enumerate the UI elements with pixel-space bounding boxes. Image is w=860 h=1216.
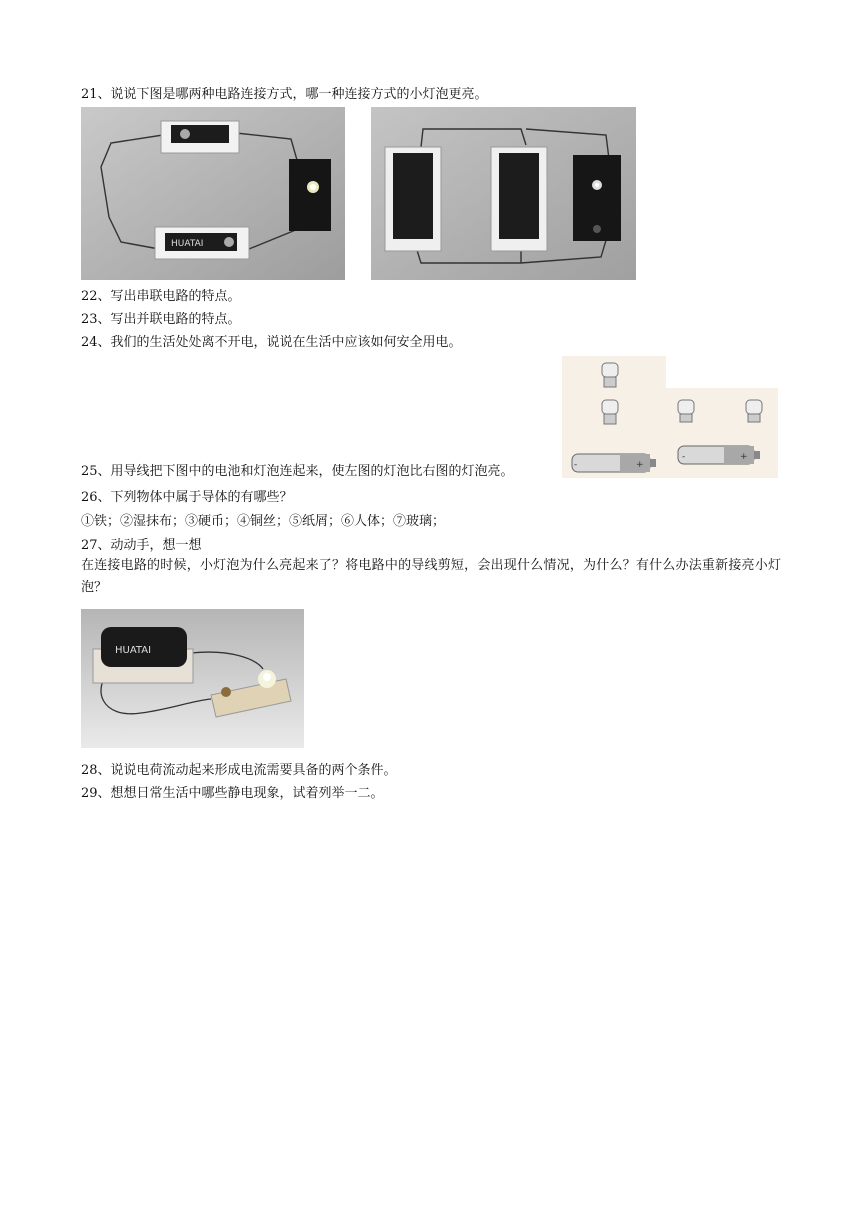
question-21: 21、说说下图是哪两种电路连接方式，哪一种连接方式的小灯泡更亮。 [81, 87, 488, 102]
single-bulb-circuit-photo [81, 609, 304, 748]
svg-text:+: + [636, 460, 644, 470]
question-22: 22、写出串联电路的特点。 [81, 289, 241, 304]
question-25: 25、用导线把下图中的电池和灯泡连起来，使左图的灯泡比右图的灯泡亮。 [81, 464, 514, 479]
svg-text:+: + [740, 452, 748, 462]
question-24: 24、我们的生活处处离不开电，说说在生活中应该如何安全用电。 [81, 335, 462, 350]
question-23: 23、写出并联电路的特点。 [81, 312, 241, 327]
bulb-icon [602, 363, 618, 387]
bulb-battery-illustration [562, 356, 778, 478]
svg-text:-: - [574, 460, 578, 470]
battery-icon [572, 454, 656, 472]
bulb-icon [746, 400, 762, 422]
question-26-options: ①铁；②湿抹布；③硬币；④铜丝；⑤纸屑；⑥人体；⑦玻璃； [81, 514, 446, 529]
question-29: 29、想想日常生活中哪些静电现象，试着列举一二。 [81, 786, 384, 801]
bulb-icon [602, 400, 618, 424]
bulb-icon [678, 400, 694, 422]
question-28: 28、说说电荷流动起来形成电流需要具备的两个条件。 [81, 763, 397, 778]
svg-text:-: - [682, 452, 686, 462]
question-27: 27、动动手，想一想 [81, 538, 202, 553]
battery-icon [678, 446, 760, 464]
series-battery-label: HUATAI [171, 239, 204, 249]
question-26: 26、下列物体中属于导体的有哪些？ [81, 490, 293, 505]
question-27-body: 在连接电路的时候，小灯泡为什么亮起来了？将电路中的导线剪短，会出现什么情况，为什么？有什么办法重新接亮小灯泡？ [81, 558, 781, 595]
single-battery-label: HUATAI [115, 645, 152, 656]
parallel-circuit-photo [371, 107, 636, 280]
series-circuit-photo [81, 107, 345, 280]
